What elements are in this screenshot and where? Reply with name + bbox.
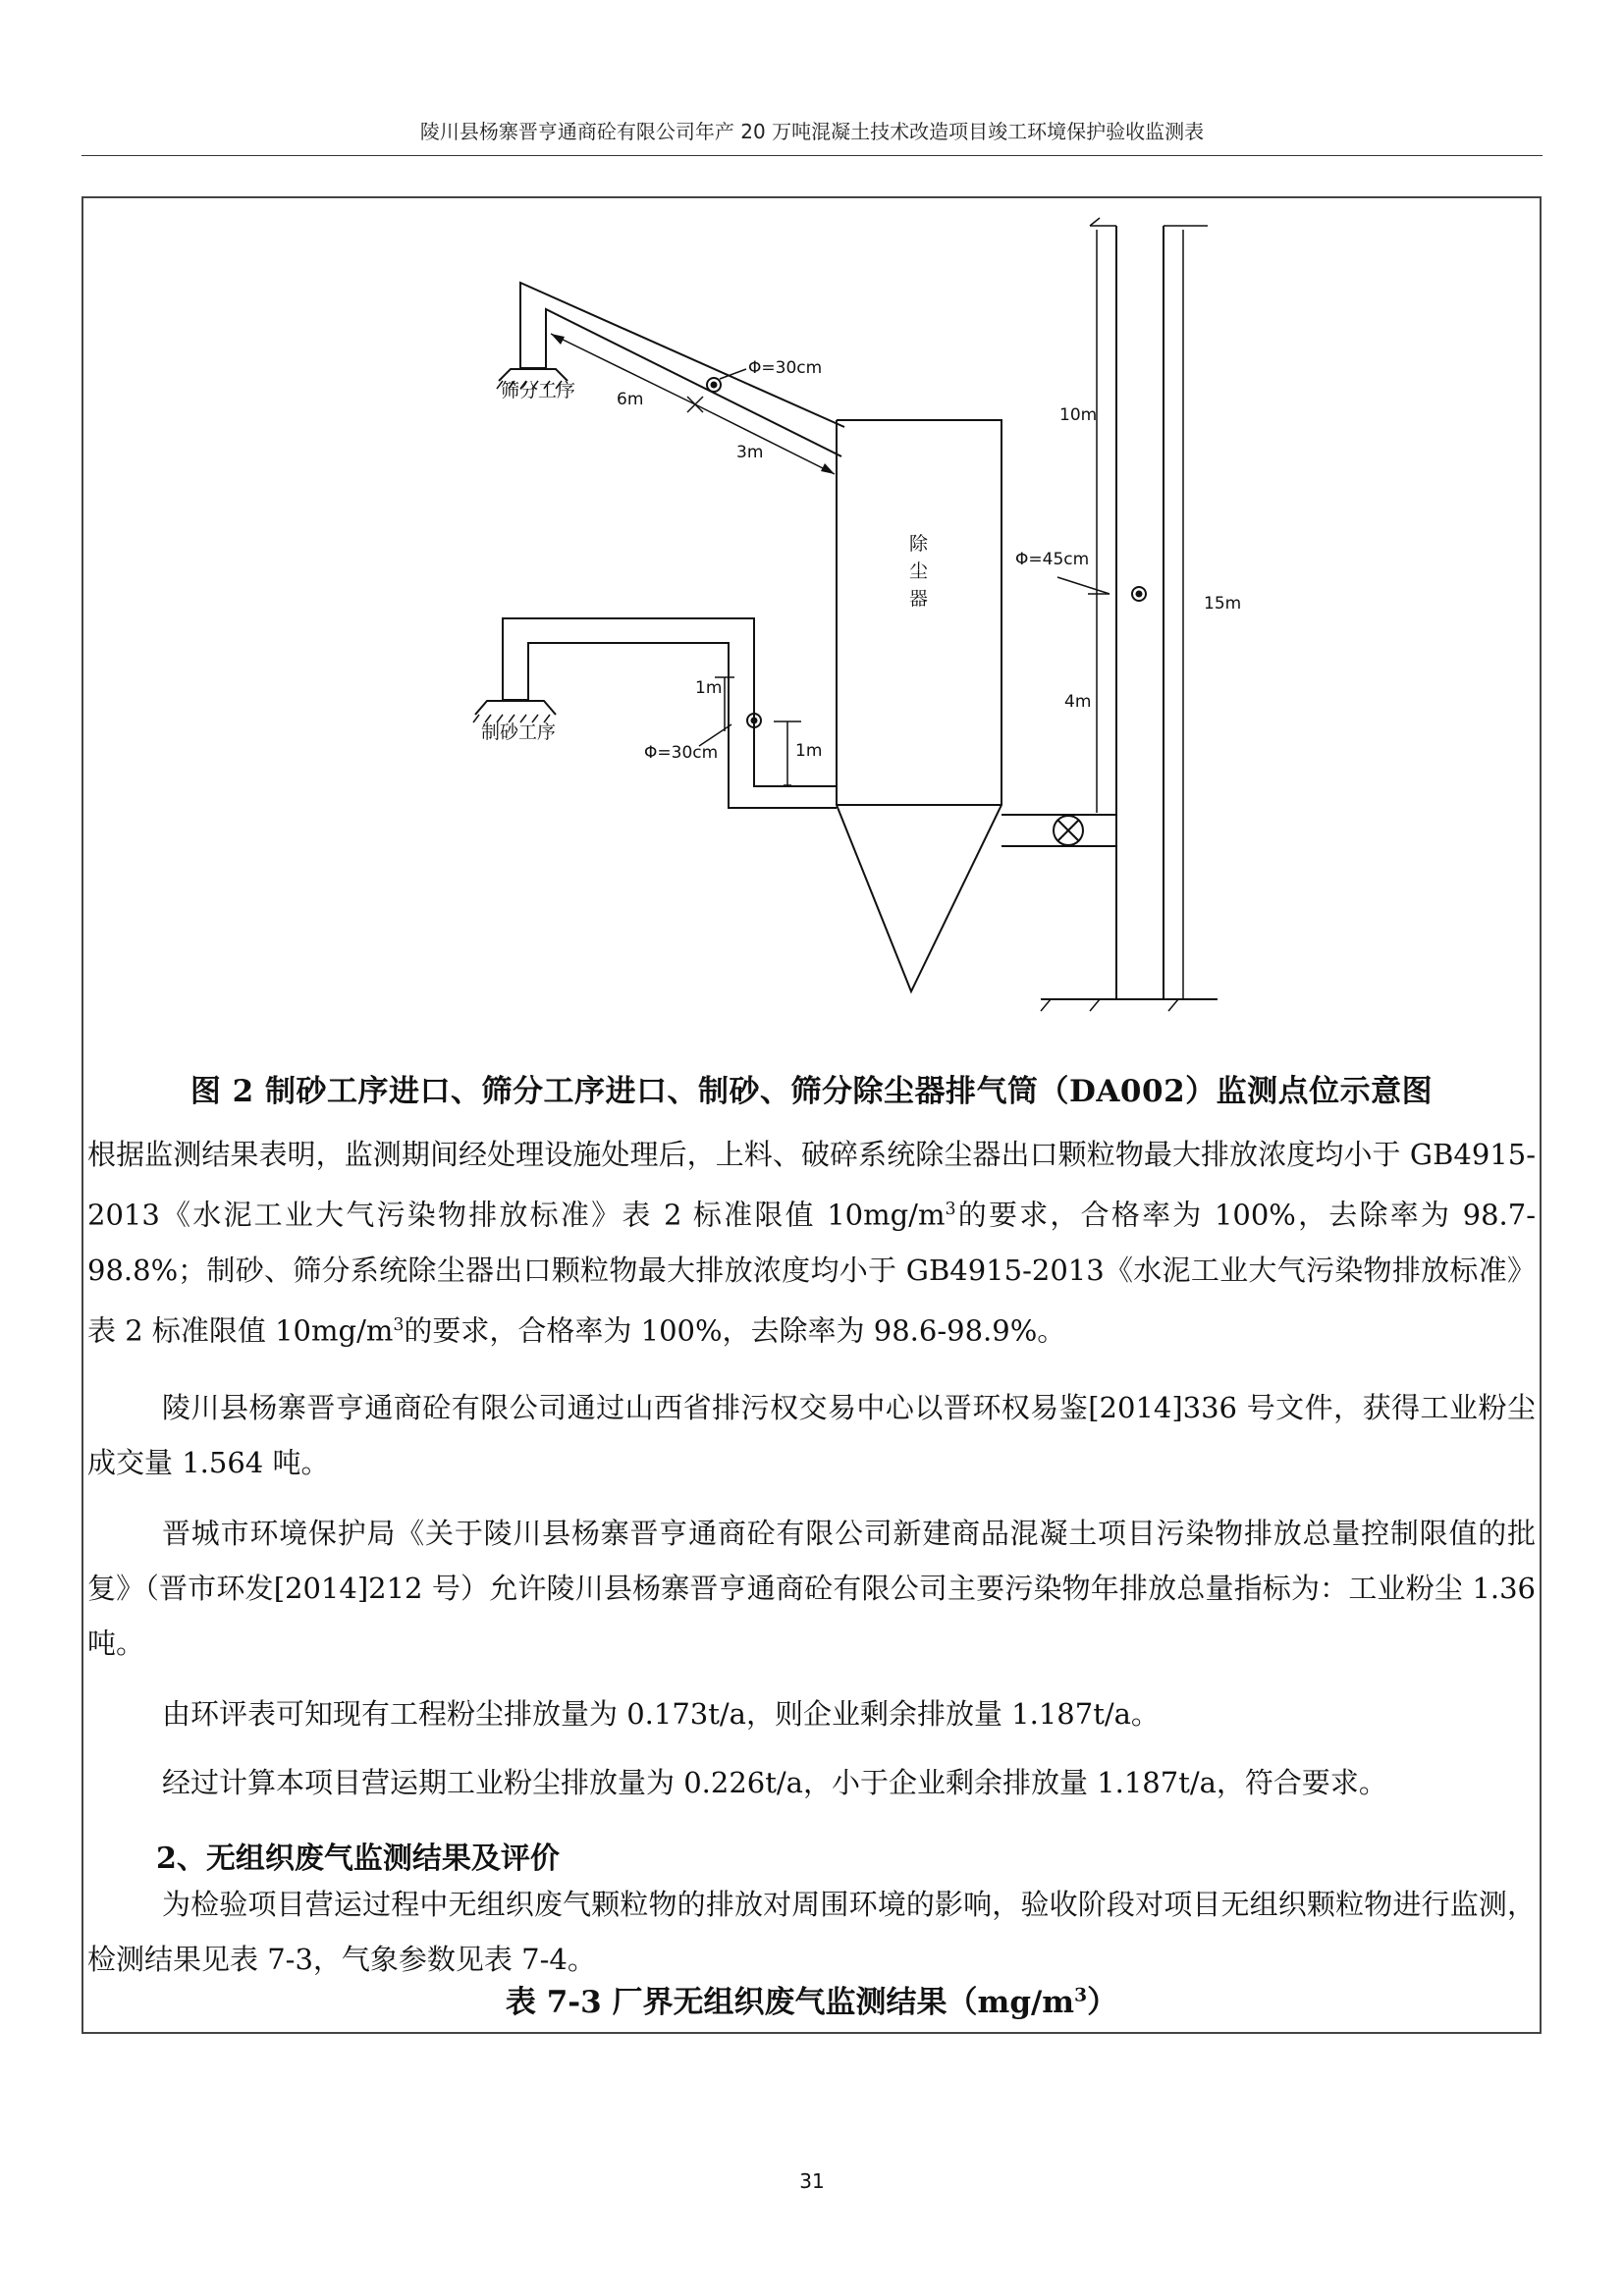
label-screening: 筛分工序 — [501, 380, 576, 401]
label-collector-1: 除 — [909, 533, 929, 555]
paragraph-4: 由环评表可知现有工程粉尘排放量为 0.173t/a，则企业剩余排放量 1.187t/a。 — [162, 1697, 1160, 1731]
section-title: 2、无组织废气监测结果及评价 — [156, 1842, 560, 1876]
label-15m: 15m — [1204, 594, 1242, 614]
table-title-sup: 3 — [1074, 1985, 1088, 2006]
label-phi30-bottom: Φ=30cm — [644, 743, 719, 763]
paragraph-5: 经过计算本项目营运期工业粉尘排放量为 0.226t/a，小于企业剩余排放量 1.187t/a，符合要求。 — [162, 1766, 1387, 1799]
exhaust-stack — [1041, 218, 1218, 1011]
p1-part-b: 的要求，合格率为 100%，去除率为 98.7-98.8%；制砂、筛分系统除尘器出口颗粒物最大排放浓度均小于 GB4915-2013《水泥工业大气污染物排放标准》表 2 标准限值 10mg/m — [87, 1198, 1536, 1348]
paragraph-2: 陵川县杨寨晋亨通商砼有限公司通过山西省排污权交易中心以晋环权易鉴[2014]336 号文件，获得工业粉尘成交量 1.564 吨。 — [87, 1391, 1536, 1479]
p1-part-c: 的要求，合格率为 100%，去除率为 98.6-98.9%。 — [404, 1313, 1066, 1348]
label-3m: 3m — [736, 443, 764, 462]
table-title-text: 表 7-3 厂界无组织废气监测结果（mg/m — [505, 1985, 1075, 2020]
label-10m: 10m — [1059, 405, 1098, 425]
table-title — [81, 1977, 1542, 2021]
p1-sup-1: 3 — [945, 1200, 956, 1219]
label-phi30-top: Φ=30cm — [748, 358, 823, 378]
label-4m: 4m — [1064, 692, 1092, 712]
label-collector-3: 器 — [909, 588, 929, 610]
label-1m-right: 1m — [795, 741, 823, 761]
fan-connection — [1001, 815, 1116, 846]
dust-collector — [837, 420, 1001, 991]
page-header: 陵川县杨寨晋亨通商砼有限公司年产 20 万吨混凝土技术改造项目竣工环境保护验收监测表 — [419, 120, 1205, 143]
paragraph-3: 晋城市环境保护局《关于陵川县杨寨晋亨通商砼有限公司新建商品混凝土项目污染物排放总量控制限值的批复》（晋市环发[2014]212 号）允许陵川县杨寨晋亨通商砼有限公司主要污染物年排放总量指标为：工业粉尘 1.36 吨。 — [87, 1517, 1536, 1660]
p1-sup-2: 3 — [393, 1314, 405, 1335]
screening-duct — [497, 283, 844, 474]
label-6m: 6m — [617, 390, 644, 409]
label-sanding: 制砂工序 — [481, 721, 557, 743]
paragraph-6: 为检验项目营运过程中无组织废气颗粒物的排放对周围环境的影响，验收阶段对项目无组织颗粒物进行监测，检测结果见表 7-3，气象参数见表 7-4。 — [87, 1888, 1536, 1976]
sanding-duct — [473, 618, 837, 808]
page-number: 31 — [799, 2169, 825, 2193]
paragraph-1 — [81, 1127, 1542, 1358]
figure-caption: 图 2 制砂工序进口、筛分工序进口、制砂、筛分除尘器排气筒（DA002）监测点位示意图 — [189, 1074, 1434, 1109]
table-title-close: ） — [1087, 1985, 1118, 2020]
label-1m-left: 1m — [695, 678, 723, 698]
label-collector-2: 尘 — [909, 561, 929, 582]
p1-part-a: 根据监测结果表明，监测期间经处理设施处理后，上料、破碎系统除尘器出口颗粒物最大排放浓度均小于 GB4915-2013《水泥工业大气污染物排放标准》表 2 标准限值 10mg/m — [87, 1138, 1536, 1232]
monitoring-point-diagram — [0, 0, 1624, 1060]
label-phi45: Φ=45cm — [1015, 550, 1090, 569]
